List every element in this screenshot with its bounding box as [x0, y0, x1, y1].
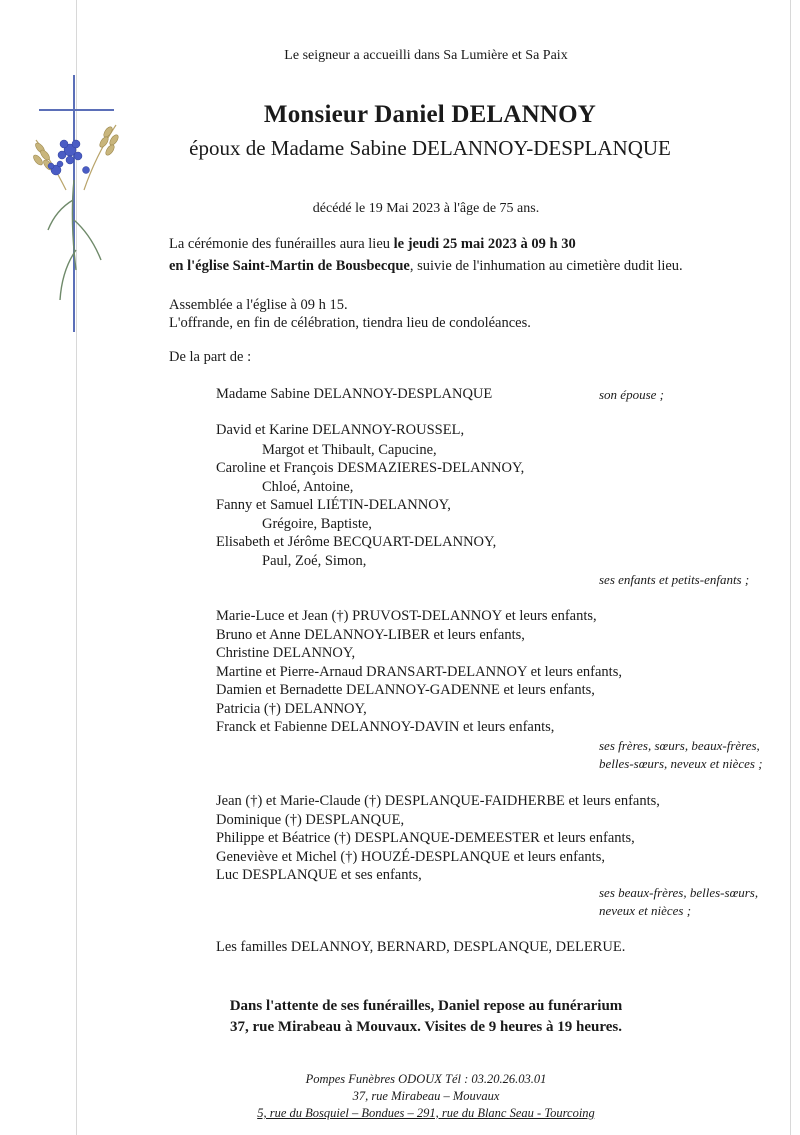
list-item: Fanny et Samuel LIÉTIN-DELANNOY,: [216, 497, 451, 513]
ceremony-prefix: La cérémonie des funérailles aura lieu: [169, 236, 394, 252]
siblings-role-2: belles-sœurs, neveux et nièces ;: [599, 756, 763, 771]
ceremony-suffix: , suivie de l'inhumation au cimetière dudit lieu.: [409, 258, 683, 274]
assembly-line-2: L'offrande, en fin de célébration, tiendra lieu de condoléances.: [169, 315, 531, 331]
list-item: Paul, Zoé, Simon,: [262, 553, 367, 569]
repose-line-1: Dans l'attente de ses funérailles, Daniel repose au funérarium: [229, 998, 623, 1014]
list-item: Philippe et Béatrice (†) DESPLANQUE-DEMEESTER et leurs enfants,: [216, 830, 635, 846]
list-item: Luc DESPLANQUE et ses enfants,: [216, 867, 422, 883]
list-item: Jean (†) et Marie-Claude (†) DESPLANQUE-FAIDHERBE et leurs enfants,: [216, 793, 660, 809]
footer-line-3: 5, rue du Bosquiel – Bondues – 291, rue du Blanc Seau - Tourcoing: [257, 1106, 595, 1120]
list-item: Christine DELANNOY,: [216, 645, 356, 661]
spouse-role: son épouse ;: [599, 387, 664, 402]
list-item: Damien et Bernadette DELANNOY-GADENNE et leurs enfants,: [216, 682, 595, 698]
footer-line-1: Pompes Funèbres ODOUX Tél : 03.20.26.03.01: [305, 1072, 547, 1086]
page-edge-right: [790, 0, 791, 1135]
list-item: Dominique (†) DESPLANQUE,: [216, 812, 405, 828]
list-item: Elisabeth et Jérôme BECQUART-DELANNOY,: [216, 534, 497, 550]
ceremony-place: en l'église Saint-Martin de Bousbecque: [169, 258, 410, 274]
footer-line-2: 37, rue Mirabeau – Mouvaux: [352, 1089, 500, 1103]
deceased-name: Monsieur Daniel DELANNOY: [263, 101, 597, 128]
assembly-line-1: Assemblée a l'église à 09 h 15.: [169, 297, 348, 313]
in-laws-role-2: neveux et nièces ;: [599, 903, 692, 918]
list-item: Geneviève et Michel (†) HOUZÉ-DESPLANQUE et leurs enfants,: [216, 849, 605, 865]
list-item: Marie-Luce et Jean (†) PRUVOST-DELANNOY et leurs enfants,: [216, 608, 597, 624]
list-item: Martine et Pierre-Arnaud DRANSART-DELANNOY et leurs enfants,: [216, 664, 622, 680]
ceremony-line-1: [169, 234, 576, 255]
list-item: Bruno et Anne DELANNOY-LIBER et leurs enfants,: [216, 627, 525, 643]
list-item: Patricia (†) DELANNOY,: [216, 701, 367, 717]
list-item: Chloé, Antoine,: [262, 479, 354, 495]
list-item: Franck et Fabienne DELANNOY-DAVIN et leurs enfants,: [216, 719, 555, 735]
spouse-entry: Madame Sabine DELANNOY-DESPLANQUE: [216, 386, 493, 402]
list-item: Margot et Thibault, Capucine,: [262, 442, 437, 458]
intro-line: Le seigneur a accueilli dans Sa Lumière et Sa Paix: [284, 48, 568, 63]
death-line: décédé le 19 Mai 2023 à l'âge de 75 ans.: [312, 201, 540, 216]
list-item: Caroline et François DESMAZIERES-DELANNOY,: [216, 460, 525, 476]
from-label: De la part de :: [169, 349, 252, 365]
siblings-role-1: ses frères, sœurs, beaux-frères,: [599, 738, 760, 753]
ceremony-line-2: [169, 256, 683, 277]
children-role: ses enfants et petits-enfants ;: [599, 572, 750, 587]
spouse-line: époux de Madame Sabine DELANNOY-DESPLANQUE: [189, 136, 671, 160]
ceremony-date: le jeudi 25 mai 2023 à 09 h 30: [393, 236, 576, 252]
in-laws-role-1: ses beaux-frères, belles-sœurs,: [599, 885, 759, 900]
families-line: Les familles DELANNOY, BERNARD, DESPLANQUE, DELERUE.: [216, 939, 626, 955]
list-item: Grégoire, Baptiste,: [262, 516, 372, 532]
repose-line-2: 37, rue Mirabeau à Mouvaux. Visites de 9 heures à 19 heures.: [230, 1019, 622, 1035]
list-item: David et Karine DELANNOY-ROUSSEL,: [216, 422, 465, 438]
